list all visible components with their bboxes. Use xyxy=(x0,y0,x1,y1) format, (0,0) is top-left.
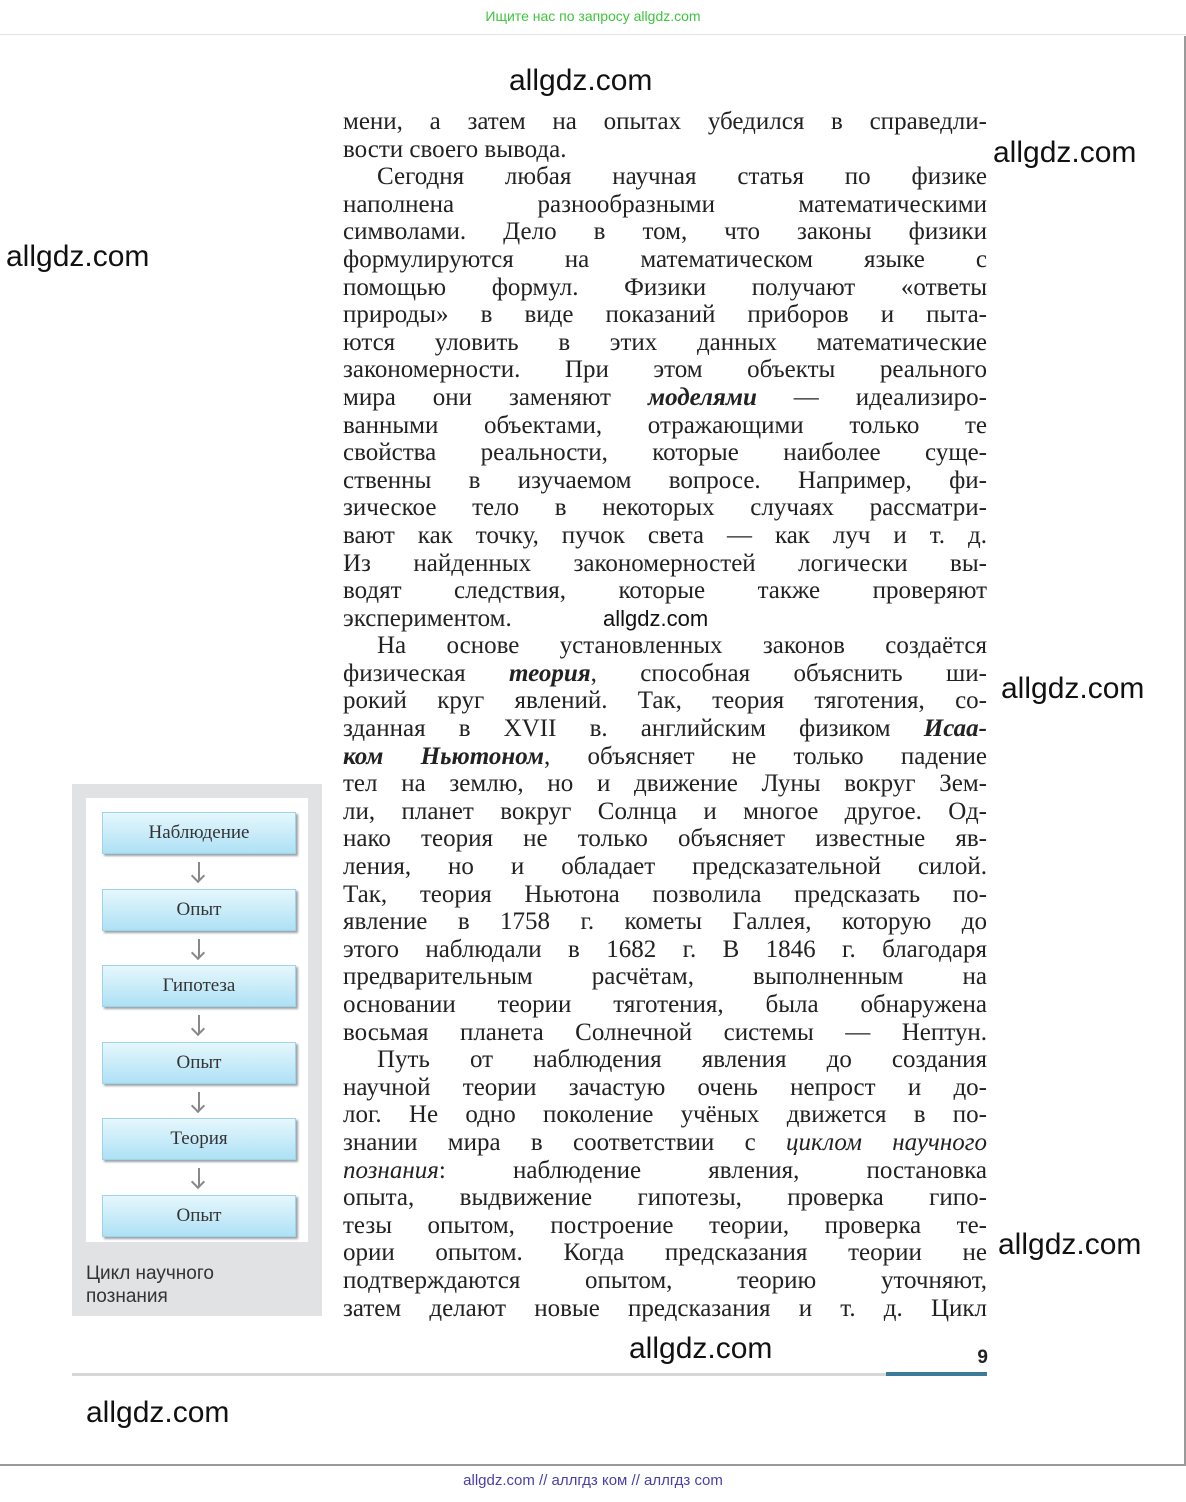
text-line: ли, планет вокруг Солнца и многое другое. Од- xyxy=(343,797,987,825)
text-line: ственны в изучаемом вопросе. Например, фи- xyxy=(343,466,987,494)
text-line: ванными объектами, отражающими только те xyxy=(343,411,987,439)
term-models: моделями xyxy=(647,383,757,411)
text-fragment: , способная объяснить ши- xyxy=(590,659,987,687)
name-newton: Исаа- xyxy=(923,715,987,743)
watermark: allgdz.com xyxy=(6,240,150,273)
text-line: тезы опытом, построение теории, проверка те- xyxy=(343,1211,987,1239)
text-line: этого наблюдали в 1682 г. В 1846 г. благодаря xyxy=(343,935,987,963)
text-line: предварительным расчётам, выполненным на xyxy=(343,963,987,991)
text-line: помощью формул. Физики получают «ответы xyxy=(343,273,987,301)
term-cycle: циклом научного xyxy=(786,1128,988,1156)
cycle-diagram-body xyxy=(86,798,308,1242)
watermark: allgdz.com xyxy=(993,136,1137,169)
top-banner-text: Ищите нас по запросу allgdz.com xyxy=(485,8,701,24)
text-line: Путь от наблюдения явления до создания xyxy=(377,1046,987,1074)
watermark: allgdz.com xyxy=(603,606,709,631)
top-banner xyxy=(0,0,1186,35)
text-line xyxy=(343,715,987,743)
arrow-down-icon xyxy=(198,1168,200,1186)
text-line: восьмая планета Солнечной системы — Нептун. xyxy=(343,1018,987,1046)
step-experiment-1: Опыт xyxy=(102,889,296,931)
text-fragment: мира они заменяют xyxy=(343,383,648,411)
arrow-down-icon xyxy=(198,862,200,880)
text-line: затем делают новые предсказания и т. д. Цикл xyxy=(343,1294,987,1322)
text-fragment: — идеализиро- xyxy=(756,383,988,411)
step-experiment-2: Опыт xyxy=(102,1042,296,1084)
step-hypothesis: Гипотеза xyxy=(102,965,296,1007)
text-line: вости своего вывода. xyxy=(343,135,567,163)
text-line: явление в 1758 г. кометы Галлея, которую до xyxy=(343,908,987,936)
text-line: природы» в виде показаний приборов и пыта- xyxy=(343,301,987,329)
text-line: Из найденных закономерностей логически вы- xyxy=(343,549,987,577)
text-line xyxy=(343,1129,987,1157)
text-line: вают как точку, пучок света — как луч и т. д. xyxy=(343,521,987,549)
term-theory: теория xyxy=(508,659,591,687)
text-line: Так, теория Ньютона позволила предсказать по- xyxy=(343,880,987,908)
text-line: формулируются на математическом языке с xyxy=(343,245,987,273)
site-footer: allgdz.com // аллгдз ком // аллгдз com xyxy=(463,1472,723,1489)
text-line: наполнена разнообразными математическими xyxy=(343,190,987,218)
text-fragment: зданная в XVII в. английским физиком xyxy=(343,715,924,743)
term-cycle: познания xyxy=(343,1156,439,1184)
text-line: основании теории тяготения, была обнаружена xyxy=(343,991,987,1018)
text-line: На основе установленных законов создаётся xyxy=(377,632,987,660)
text-line xyxy=(343,384,987,412)
watermark: allgdz.com xyxy=(509,64,653,97)
name-newton: ком Ньютоном xyxy=(343,742,544,770)
arrow-down-icon xyxy=(198,939,200,957)
text-line: опыта, выдвижение гипотезы, проверка гипо- xyxy=(343,1184,987,1212)
diagram-caption xyxy=(86,1262,308,1308)
text-fragment: знании мира в соответствии с xyxy=(343,1128,787,1156)
step-theory: Теория xyxy=(102,1118,296,1160)
text-line: водят следствия, которые также проверяют xyxy=(343,577,987,605)
text-line: свойства реальности, которые наиболее суще- xyxy=(343,439,987,467)
page-number: 9 xyxy=(977,1347,988,1368)
text-fragment: : наблюдение явления, постановка xyxy=(438,1156,987,1184)
text-line: лог. Не одно поколение учёных движется в по- xyxy=(343,1101,987,1129)
cycle-diagram xyxy=(72,784,322,1316)
text-line: рокий круг явлений. Так, теория тяготения, со- xyxy=(343,687,987,715)
text-line: мени, а затем на опытах убедился в справедли- xyxy=(343,108,987,135)
text-line: научной теории зачастую очень непрост и до- xyxy=(343,1073,987,1101)
text-line: ления, но и обладает предсказательной силой. xyxy=(343,853,987,881)
text-line: экспериментом. xyxy=(343,604,512,632)
watermark: allgdz.com xyxy=(629,1332,773,1365)
text-line: ории опытом. Когда предсказания теории не xyxy=(343,1239,987,1267)
text-line: ются уловить в этих данных математические xyxy=(343,328,987,356)
text-line: закономерности. При этом объекты реального xyxy=(343,356,987,384)
text-line: Сегодня любая научная статья по физике xyxy=(377,163,987,191)
text-line xyxy=(343,743,987,771)
page-rule xyxy=(72,1373,987,1376)
caption-line: Цикл научного xyxy=(86,1263,214,1284)
body-text xyxy=(343,108,987,1322)
watermark: allgdz.com xyxy=(998,1228,1142,1261)
text-line: нако теория не только объясняет известные яв- xyxy=(343,825,987,853)
watermark: allgdz.com xyxy=(86,1396,230,1429)
caption-line: познания xyxy=(86,1286,168,1307)
text-line xyxy=(343,660,987,688)
text-line: подтверждаются опытом, теорию уточняют, xyxy=(343,1266,987,1294)
watermark: allgdz.com xyxy=(1001,672,1145,705)
text-line: тел на землю, но и движение Луны вокруг Зем- xyxy=(343,770,987,798)
step-experiment-3: Опыт xyxy=(102,1195,296,1237)
text-line: зическое тело в некоторых случаях рассматри- xyxy=(343,494,987,522)
text-fragment: физическая xyxy=(343,659,509,687)
text-fragment: , объясняет не только падение xyxy=(543,742,987,770)
arrow-down-icon xyxy=(198,1015,200,1033)
arrow-down-icon xyxy=(198,1092,200,1110)
page-rule-accent xyxy=(886,1372,987,1376)
step-observation: Наблюдение xyxy=(102,812,296,854)
text-line xyxy=(343,1157,987,1185)
text-line: символами. Дело в том, что законы физики xyxy=(343,218,987,246)
